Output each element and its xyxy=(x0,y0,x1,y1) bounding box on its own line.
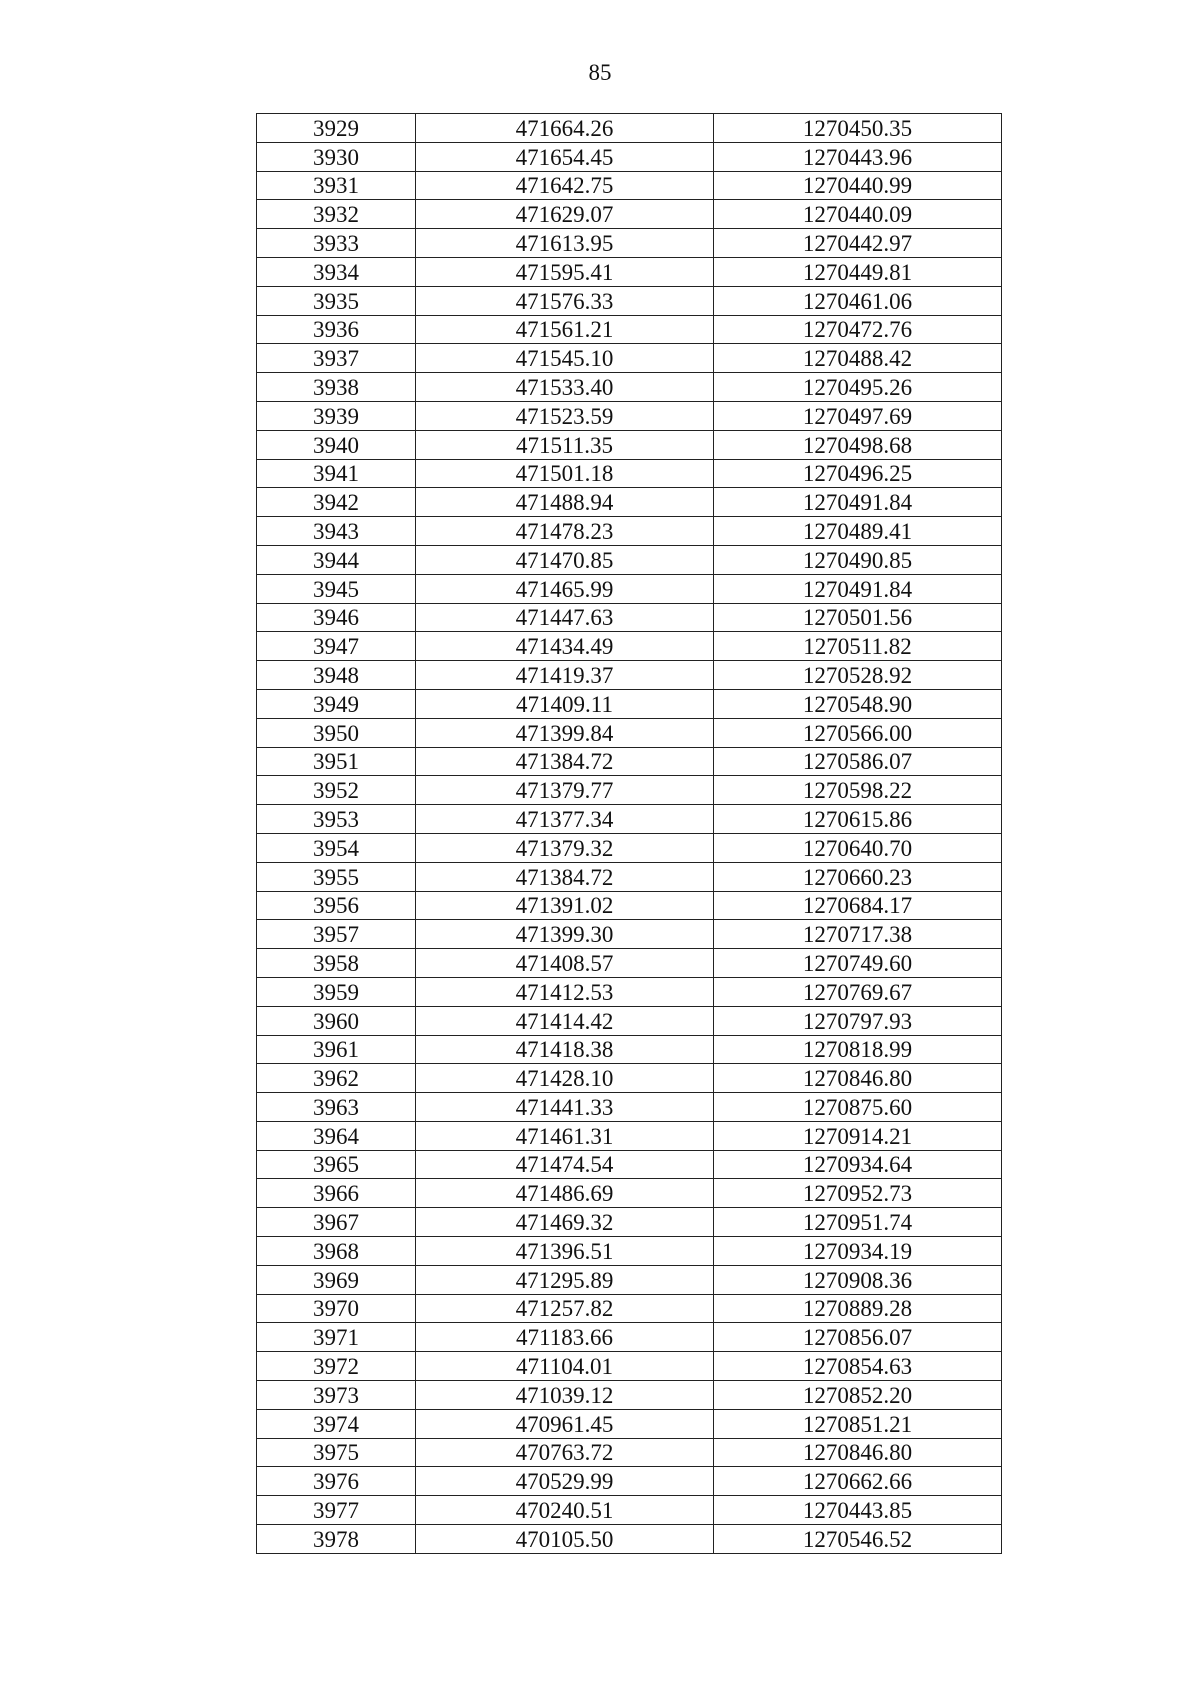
y-coordinate-cell: 1270489.41 xyxy=(714,517,1002,546)
y-coordinate-cell: 1270497.69 xyxy=(714,401,1002,430)
y-coordinate-cell: 1270586.07 xyxy=(714,747,1002,776)
table-row xyxy=(257,545,1002,574)
y-coordinate-cell: 1270914.21 xyxy=(714,1121,1002,1150)
point-number-cell: 3969 xyxy=(257,1265,416,1294)
table-row xyxy=(257,689,1002,718)
table-row xyxy=(257,1121,1002,1150)
point-number-cell: 3963 xyxy=(257,1093,416,1122)
x-coordinate-cell: 471576.33 xyxy=(416,286,714,315)
table-row xyxy=(257,315,1002,344)
table-row xyxy=(257,776,1002,805)
y-coordinate-cell: 1270818.99 xyxy=(714,1035,1002,1064)
point-number-cell: 3976 xyxy=(257,1467,416,1496)
x-coordinate-cell: 471257.82 xyxy=(416,1294,714,1323)
point-number-cell: 3954 xyxy=(257,833,416,862)
y-coordinate-cell: 1270934.19 xyxy=(714,1237,1002,1266)
point-number-cell: 3932 xyxy=(257,200,416,229)
table-row xyxy=(257,286,1002,315)
x-coordinate-cell: 471561.21 xyxy=(416,315,714,344)
coordinates-table xyxy=(256,113,1002,1554)
table-row xyxy=(257,344,1002,373)
table-row xyxy=(257,1438,1002,1467)
table-row xyxy=(257,1035,1002,1064)
point-number-cell: 3941 xyxy=(257,459,416,488)
x-coordinate-cell: 471461.31 xyxy=(416,1121,714,1150)
x-coordinate-cell: 471501.18 xyxy=(416,459,714,488)
table-row xyxy=(257,257,1002,286)
point-number-cell: 3959 xyxy=(257,977,416,1006)
table-row xyxy=(257,891,1002,920)
x-coordinate-cell: 471396.51 xyxy=(416,1237,714,1266)
y-coordinate-cell: 1270511.82 xyxy=(714,632,1002,661)
point-number-cell: 3953 xyxy=(257,805,416,834)
y-coordinate-cell: 1270488.42 xyxy=(714,344,1002,373)
x-coordinate-cell: 471447.63 xyxy=(416,603,714,632)
table-row xyxy=(257,747,1002,776)
y-coordinate-cell: 1270449.81 xyxy=(714,257,1002,286)
y-coordinate-cell: 1270640.70 xyxy=(714,833,1002,862)
x-coordinate-cell: 471384.72 xyxy=(416,747,714,776)
y-coordinate-cell: 1270908.36 xyxy=(714,1265,1002,1294)
table-row xyxy=(257,1525,1002,1554)
point-number-cell: 3978 xyxy=(257,1525,416,1554)
table-row xyxy=(257,1381,1002,1410)
x-coordinate-cell: 471474.54 xyxy=(416,1150,714,1179)
x-coordinate-cell: 471409.11 xyxy=(416,689,714,718)
x-coordinate-cell: 471377.34 xyxy=(416,805,714,834)
x-coordinate-cell: 471664.26 xyxy=(416,114,714,143)
x-coordinate-cell: 471379.77 xyxy=(416,776,714,805)
x-coordinate-cell: 471441.33 xyxy=(416,1093,714,1122)
x-coordinate-cell: 471418.38 xyxy=(416,1035,714,1064)
point-number-cell: 3940 xyxy=(257,430,416,459)
table-row xyxy=(257,1237,1002,1266)
y-coordinate-cell: 1270440.99 xyxy=(714,171,1002,200)
y-coordinate-cell: 1270548.90 xyxy=(714,689,1002,718)
x-coordinate-cell: 471629.07 xyxy=(416,200,714,229)
table-row xyxy=(257,977,1002,1006)
table-row xyxy=(257,1064,1002,1093)
point-number-cell: 3942 xyxy=(257,488,416,517)
y-coordinate-cell: 1270615.86 xyxy=(714,805,1002,834)
y-coordinate-cell: 1270566.00 xyxy=(714,718,1002,747)
x-coordinate-cell: 471434.49 xyxy=(416,632,714,661)
table-row xyxy=(257,430,1002,459)
x-coordinate-cell: 470105.50 xyxy=(416,1525,714,1554)
y-coordinate-cell: 1270498.68 xyxy=(714,430,1002,459)
y-coordinate-cell: 1270684.17 xyxy=(714,891,1002,920)
x-coordinate-cell: 471295.89 xyxy=(416,1265,714,1294)
point-number-cell: 3950 xyxy=(257,718,416,747)
point-number-cell: 3960 xyxy=(257,1006,416,1035)
point-number-cell: 3970 xyxy=(257,1294,416,1323)
x-coordinate-cell: 471469.32 xyxy=(416,1208,714,1237)
table-row xyxy=(257,833,1002,862)
x-coordinate-cell: 470529.99 xyxy=(416,1467,714,1496)
x-coordinate-cell: 471428.10 xyxy=(416,1064,714,1093)
y-coordinate-cell: 1270889.28 xyxy=(714,1294,1002,1323)
point-number-cell: 3943 xyxy=(257,517,416,546)
y-coordinate-cell: 1270461.06 xyxy=(714,286,1002,315)
y-coordinate-cell: 1270440.09 xyxy=(714,200,1002,229)
y-coordinate-cell: 1270443.85 xyxy=(714,1496,1002,1525)
point-number-cell: 3945 xyxy=(257,574,416,603)
table-row xyxy=(257,229,1002,258)
point-number-cell: 3968 xyxy=(257,1237,416,1266)
point-number-cell: 3951 xyxy=(257,747,416,776)
x-coordinate-cell: 471183.66 xyxy=(416,1323,714,1352)
y-coordinate-cell: 1270749.60 xyxy=(714,949,1002,978)
x-coordinate-cell: 471470.85 xyxy=(416,545,714,574)
table-row xyxy=(257,862,1002,891)
x-coordinate-cell: 471391.02 xyxy=(416,891,714,920)
table-row xyxy=(257,171,1002,200)
x-coordinate-cell: 471399.84 xyxy=(416,718,714,747)
y-coordinate-cell: 1270443.96 xyxy=(714,142,1002,171)
point-number-cell: 3944 xyxy=(257,545,416,574)
y-coordinate-cell: 1270934.64 xyxy=(714,1150,1002,1179)
page-number: 85 xyxy=(588,60,612,85)
table-row xyxy=(257,1093,1002,1122)
point-number-cell: 3938 xyxy=(257,373,416,402)
y-coordinate-cell: 1270490.85 xyxy=(714,545,1002,574)
y-coordinate-cell: 1270442.97 xyxy=(714,229,1002,258)
x-coordinate-cell: 470763.72 xyxy=(416,1438,714,1467)
point-number-cell: 3964 xyxy=(257,1121,416,1150)
x-coordinate-cell: 471478.23 xyxy=(416,517,714,546)
y-coordinate-cell: 1270769.67 xyxy=(714,977,1002,1006)
x-coordinate-cell: 471533.40 xyxy=(416,373,714,402)
point-number-cell: 3946 xyxy=(257,603,416,632)
table-row xyxy=(257,1323,1002,1352)
table-row xyxy=(257,1496,1002,1525)
x-coordinate-cell: 471642.75 xyxy=(416,171,714,200)
table-row xyxy=(257,488,1002,517)
y-coordinate-cell: 1270495.26 xyxy=(714,373,1002,402)
y-coordinate-cell: 1270501.56 xyxy=(714,603,1002,632)
y-coordinate-cell: 1270952.73 xyxy=(714,1179,1002,1208)
y-coordinate-cell: 1270797.93 xyxy=(714,1006,1002,1035)
y-coordinate-cell: 1270852.20 xyxy=(714,1381,1002,1410)
y-coordinate-cell: 1270854.63 xyxy=(714,1352,1002,1381)
y-coordinate-cell: 1270951.74 xyxy=(714,1208,1002,1237)
table-row xyxy=(257,949,1002,978)
table-row xyxy=(257,574,1002,603)
point-number-cell: 3929 xyxy=(257,114,416,143)
point-number-cell: 3967 xyxy=(257,1208,416,1237)
x-coordinate-cell: 471488.94 xyxy=(416,488,714,517)
point-number-cell: 3974 xyxy=(257,1409,416,1438)
x-coordinate-cell: 471414.42 xyxy=(416,1006,714,1035)
point-number-cell: 3949 xyxy=(257,689,416,718)
y-coordinate-cell: 1270472.76 xyxy=(714,315,1002,344)
x-coordinate-cell: 471419.37 xyxy=(416,661,714,690)
point-number-cell: 3977 xyxy=(257,1496,416,1525)
y-coordinate-cell: 1270662.66 xyxy=(714,1467,1002,1496)
y-coordinate-cell: 1270846.80 xyxy=(714,1064,1002,1093)
x-coordinate-cell: 471379.32 xyxy=(416,833,714,862)
y-coordinate-cell: 1270856.07 xyxy=(714,1323,1002,1352)
point-number-cell: 3955 xyxy=(257,862,416,891)
point-number-cell: 3937 xyxy=(257,344,416,373)
x-coordinate-cell: 471384.72 xyxy=(416,862,714,891)
point-number-cell: 3934 xyxy=(257,257,416,286)
y-coordinate-cell: 1270851.21 xyxy=(714,1409,1002,1438)
y-coordinate-cell: 1270528.92 xyxy=(714,661,1002,690)
x-coordinate-cell: 471104.01 xyxy=(416,1352,714,1381)
table-row xyxy=(257,805,1002,834)
point-number-cell: 3931 xyxy=(257,171,416,200)
y-coordinate-cell: 1270496.25 xyxy=(714,459,1002,488)
table-row xyxy=(257,459,1002,488)
point-number-cell: 3947 xyxy=(257,632,416,661)
point-number-cell: 3958 xyxy=(257,949,416,978)
table-row xyxy=(257,114,1002,143)
point-number-cell: 3973 xyxy=(257,1381,416,1410)
table-row xyxy=(257,373,1002,402)
x-coordinate-cell: 471595.41 xyxy=(416,257,714,286)
coordinates-table-body xyxy=(257,114,1002,1554)
x-coordinate-cell: 470240.51 xyxy=(416,1496,714,1525)
table-row xyxy=(257,517,1002,546)
x-coordinate-cell: 471545.10 xyxy=(416,344,714,373)
table-row xyxy=(257,142,1002,171)
table-row xyxy=(257,603,1002,632)
table-row xyxy=(257,920,1002,949)
y-coordinate-cell: 1270491.84 xyxy=(714,574,1002,603)
x-coordinate-cell: 471412.53 xyxy=(416,977,714,1006)
table-row xyxy=(257,1150,1002,1179)
table-row xyxy=(257,200,1002,229)
table-row xyxy=(257,1409,1002,1438)
point-number-cell: 3965 xyxy=(257,1150,416,1179)
table-row xyxy=(257,718,1002,747)
x-coordinate-cell: 471511.35 xyxy=(416,430,714,459)
table-row xyxy=(257,1006,1002,1035)
table-row xyxy=(257,1265,1002,1294)
x-coordinate-cell: 471399.30 xyxy=(416,920,714,949)
point-number-cell: 3957 xyxy=(257,920,416,949)
point-number-cell: 3948 xyxy=(257,661,416,690)
y-coordinate-cell: 1270598.22 xyxy=(714,776,1002,805)
point-number-cell: 3956 xyxy=(257,891,416,920)
point-number-cell: 3961 xyxy=(257,1035,416,1064)
point-number-cell: 3952 xyxy=(257,776,416,805)
x-coordinate-cell: 471654.45 xyxy=(416,142,714,171)
point-number-cell: 3935 xyxy=(257,286,416,315)
point-number-cell: 3939 xyxy=(257,401,416,430)
table-row xyxy=(257,1352,1002,1381)
x-coordinate-cell: 471408.57 xyxy=(416,949,714,978)
point-number-cell: 3930 xyxy=(257,142,416,171)
point-number-cell: 3972 xyxy=(257,1352,416,1381)
point-number-cell: 3933 xyxy=(257,229,416,258)
table-row xyxy=(257,632,1002,661)
table-row xyxy=(257,1467,1002,1496)
point-number-cell: 3962 xyxy=(257,1064,416,1093)
x-coordinate-cell: 471613.95 xyxy=(416,229,714,258)
table-row xyxy=(257,1208,1002,1237)
y-coordinate-cell: 1270450.35 xyxy=(714,114,1002,143)
table-row xyxy=(257,1294,1002,1323)
x-coordinate-cell: 470961.45 xyxy=(416,1409,714,1438)
point-number-cell: 3975 xyxy=(257,1438,416,1467)
y-coordinate-cell: 1270660.23 xyxy=(714,862,1002,891)
table-row xyxy=(257,661,1002,690)
point-number-cell: 3966 xyxy=(257,1179,416,1208)
point-number-cell: 3936 xyxy=(257,315,416,344)
table-row xyxy=(257,401,1002,430)
x-coordinate-cell: 471465.99 xyxy=(416,574,714,603)
table-row xyxy=(257,1179,1002,1208)
y-coordinate-cell: 1270717.38 xyxy=(714,920,1002,949)
x-coordinate-cell: 471523.59 xyxy=(416,401,714,430)
y-coordinate-cell: 1270875.60 xyxy=(714,1093,1002,1122)
x-coordinate-cell: 471039.12 xyxy=(416,1381,714,1410)
point-number-cell: 3971 xyxy=(257,1323,416,1352)
y-coordinate-cell: 1270846.80 xyxy=(714,1438,1002,1467)
y-coordinate-cell: 1270546.52 xyxy=(714,1525,1002,1554)
y-coordinate-cell: 1270491.84 xyxy=(714,488,1002,517)
x-coordinate-cell: 471486.69 xyxy=(416,1179,714,1208)
